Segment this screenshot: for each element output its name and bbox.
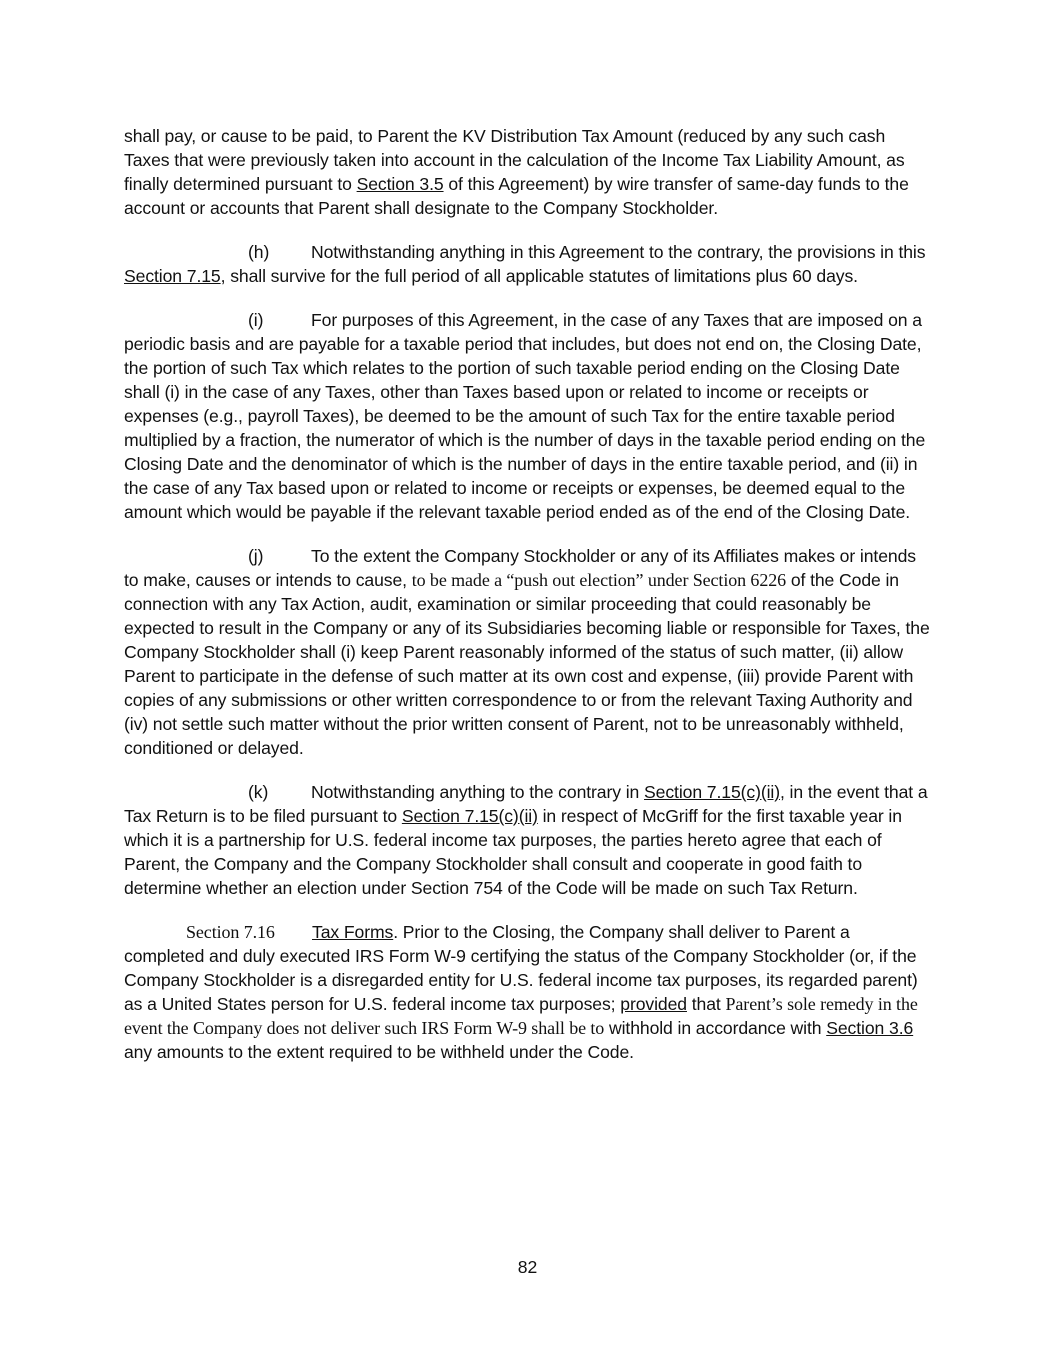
section-reference: Section 3.5: [356, 174, 444, 194]
provided-term: provided: [620, 994, 687, 1014]
subsection-j: [124, 544, 930, 760]
text: withhold in accordance with: [604, 1018, 827, 1038]
text-serif: to be made a “push out election” under Section 6226: [411, 570, 787, 590]
paragraph-continuation: [124, 124, 930, 220]
subsection-label: (i): [248, 310, 264, 330]
text: To the extent the Company Stockholder or any of its Affiliates makes or intends to make, causes or intends to cause,: [124, 546, 916, 590]
section-reference: Section 3.6: [826, 1018, 914, 1038]
section-reference: Section 7.15: [124, 266, 221, 286]
subsection-k: [124, 780, 930, 900]
text: that: [686, 994, 726, 1014]
text: For purposes of this Agreement, in the case of any Taxes that are imposed on a periodic basis and are payable for a taxable period that includes, but does not end on, the Closing Date, the portion of such Tax which relates to the portion of such taxable period ending on the Closing Date shall (i) in the case of any Taxes, other than Taxes based upon or related to income or receipts or expenses (e.g., payroll Taxes), be deemed to be the amount of such Tax for the entire taxable period multiplied by a fraction, the numerator of which is the number of days in the taxable period ending on the Closing Date and the denominator of which is the number of days in the entire taxable period, and (ii) in the case of any Tax based upon or related to income or receipts or expenses, be deemed equal to the amount which would be payable if the relevant taxable period ended as of the end of the Closing Date.: [124, 310, 926, 522]
text: . Prior to the Closing, the Company shall deliver to Parent a completed and duly executed IRS Form W-9 certifying the status of the Company Stockholder (or, if the Company Stockholder is a disregarded entity for U.S. federal income tax purposes, its regarded parent) as a United States person for U.S. federal income tax purposes;: [124, 922, 918, 1014]
text: Notwithstanding anything in this Agreement to the contrary, the provisions in this: [311, 242, 926, 262]
text: , shall survive for the full period of all applicable statutes of limitations plus 60 days.: [220, 266, 858, 286]
text: any amounts to the extent required to be withheld under the Code.: [124, 1042, 634, 1062]
text: , in the event that a Tax Return is to be filed pursuant to: [124, 782, 928, 826]
subsection-label: (k): [248, 782, 269, 802]
subsection-label: (j): [248, 546, 264, 566]
text: of this Agreement) by wire transfer of same-day funds to the account or accounts that Parent shall designate to the Company Stockholder.: [124, 174, 909, 218]
section-reference: Section 7.15(c)(ii): [644, 782, 780, 802]
subsection-i: [124, 308, 930, 524]
text: in respect of McGriff for the first taxable year in which it is a partnership for U.S. federal income tax purposes, the parties hereto agree that each of Parent, the Company and the Company Stockholder shall consult and cooperate in good faith to determine whether an election under Section 754 of the Code will be made on such Tax Return.: [124, 806, 902, 898]
page-number: 82: [517, 1257, 538, 1277]
section-number: Section 7.16: [186, 922, 275, 942]
text: Notwithstanding anything to the contrary in: [311, 782, 645, 802]
document-body: [124, 124, 930, 1084]
text-serif: Parent’s sole remedy in the event the Company does not deliver such IRS Form W-9 shall be to: [124, 994, 918, 1038]
section-7-16: [124, 920, 930, 1064]
text: shall pay, or cause to be paid, to Parent the KV Distribution Tax Amount (reduced by any such cash Taxes that were previously taken into account in the calculation of the Income Tax Liability Amount, as finally determined pursuant to: [124, 126, 905, 194]
subsection-label: (h): [248, 242, 270, 262]
subsection-h: [124, 240, 930, 288]
text: of the Code in connection with any Tax Action, audit, examination or similar proceeding that could reasonably be expected to result in the Company or any of its Subsidiaries becoming liable or responsible for Taxes, the Company Stockholder shall (i) keep Parent reasonably informed of the status of such matter, (ii) allow Parent to participate in the defense of such matter at its own cost and expense, (iii) provide Parent with copies of any submissions or other written correspondence to or from the relevant Taxing Authority and (iv) not settle such matter without the prior written consent of Parent, not to be unreasonably withheld, conditioned or delayed.: [124, 570, 930, 758]
section-title: Tax Forms: [312, 922, 394, 942]
section-reference: Section 7.15(c)(ii): [401, 806, 538, 826]
